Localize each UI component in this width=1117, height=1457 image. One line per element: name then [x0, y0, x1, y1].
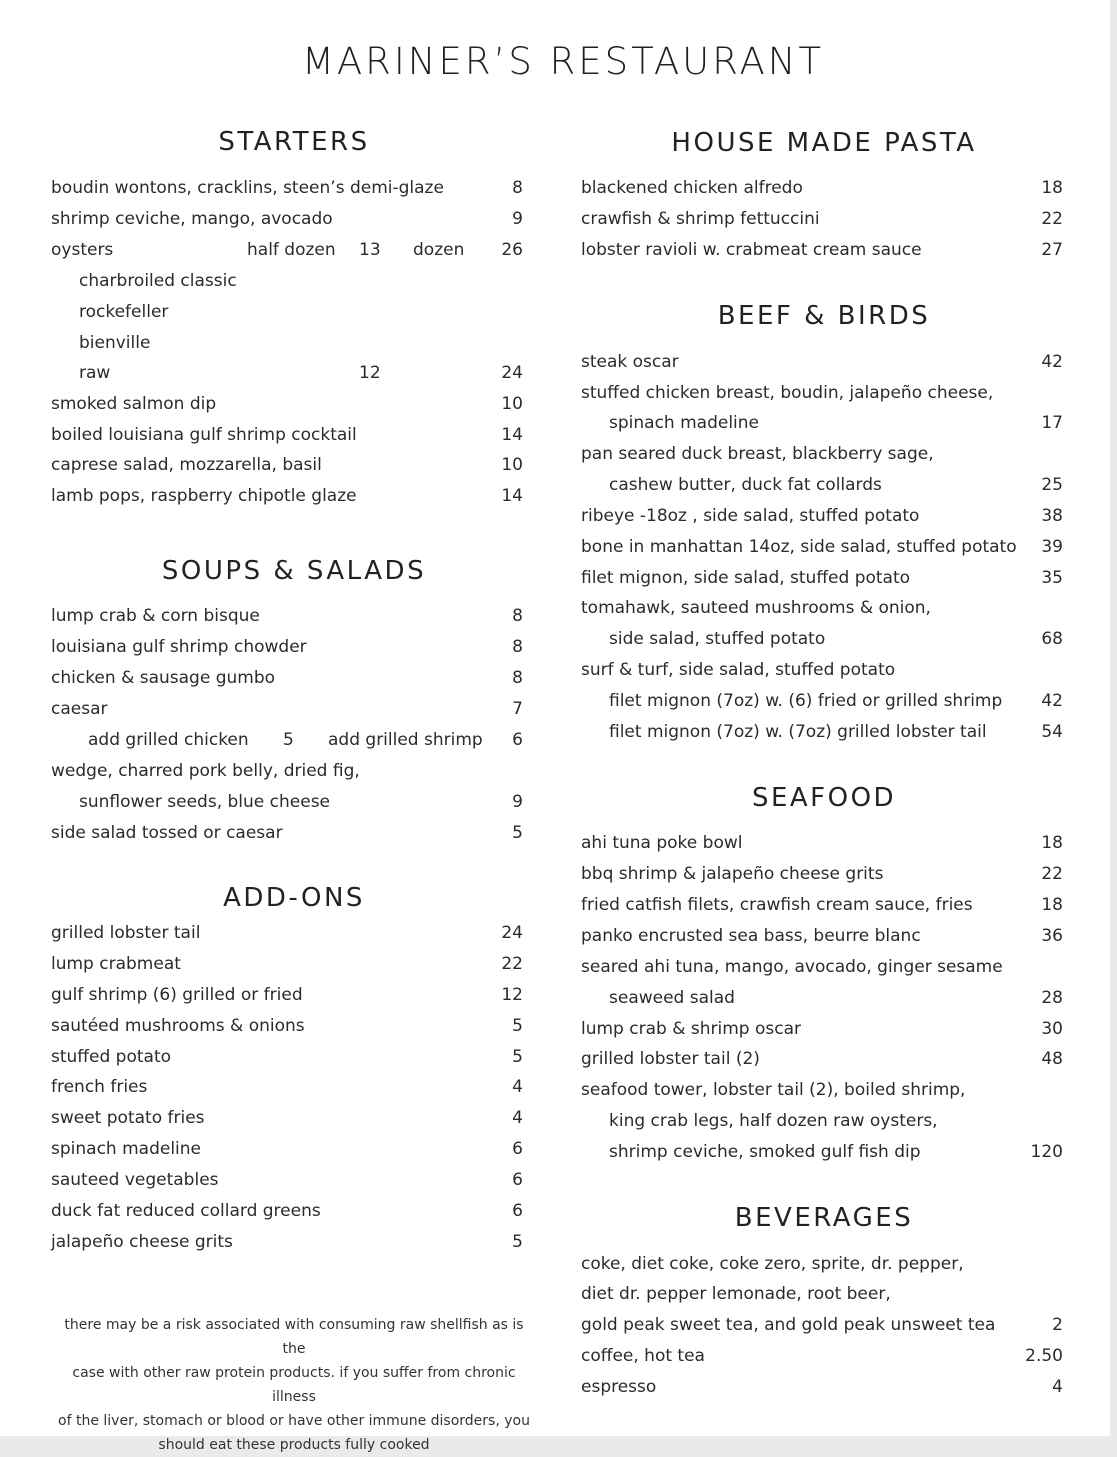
- item-name: chicken & sausage gumbo: [51, 668, 276, 688]
- menu-item: [581, 986, 1066, 1017]
- item-name: bone in manhattan 14oz, side salad, stuffed potato: [581, 537, 1017, 557]
- item-price: 25: [1041, 475, 1063, 495]
- item-name: grilled lobster tail (2): [581, 1049, 760, 1069]
- menu-item: [51, 1075, 531, 1106]
- item-price: 5: [512, 1047, 523, 1067]
- item-price: 68: [1041, 629, 1063, 649]
- half-dozen-price: 12: [359, 363, 381, 383]
- menu-item: [51, 1014, 531, 1045]
- item-name: bienville: [79, 333, 151, 353]
- item-price: 14: [501, 425, 523, 445]
- menu-item: [581, 535, 1066, 566]
- menu-item: [581, 473, 1066, 504]
- menu-item: [51, 453, 531, 484]
- item-name: surf & turf, side salad, stuffed potato: [581, 660, 896, 680]
- menu-item: [581, 955, 1066, 986]
- menu-item: [581, 1078, 1066, 1109]
- seafood-heading: SEAFOOD: [751, 783, 897, 813]
- item-price: 8: [512, 637, 523, 657]
- item-name: lump crab & corn bisque: [51, 606, 260, 626]
- item-price: 4: [1052, 1377, 1063, 1397]
- item-price: 24: [501, 363, 523, 383]
- item-price: 17: [1041, 413, 1063, 433]
- menu-item: [581, 1313, 1066, 1344]
- menu-item: [51, 269, 531, 300]
- item-price: 26: [501, 240, 523, 260]
- item-name: stuffed chicken breast, boudin, jalapeño cheese,: [581, 383, 994, 403]
- item-price: 35: [1041, 568, 1063, 588]
- item-name: king crab legs, half dozen raw oysters,: [609, 1111, 938, 1131]
- item-price: 9: [512, 792, 523, 812]
- item-price: 5: [512, 1232, 523, 1252]
- menu-item: [581, 1375, 1066, 1406]
- item-name: ahi tuna poke bowl: [581, 833, 743, 853]
- restaurant-title: MARINER’S RESTAURANT: [301, 40, 825, 83]
- menu-item: [581, 658, 1066, 689]
- item-price: 5: [512, 1016, 523, 1036]
- item-name: coke, diet coke, coke zero, sprite, dr. pepper,: [581, 1254, 964, 1274]
- item-name: lump crabmeat: [51, 954, 181, 974]
- item-price: 18: [1041, 833, 1063, 853]
- menu-item: [581, 1344, 1066, 1375]
- item-name: jalapeño cheese grits: [51, 1232, 233, 1252]
- item-name: sweet potato fries: [51, 1108, 205, 1128]
- item-name: sautéed mushrooms & onions: [51, 1016, 305, 1036]
- menu-item: [581, 831, 1066, 862]
- item-name: panko encrusted sea bass, beurre blanc: [581, 926, 921, 946]
- menu-item: [51, 952, 531, 983]
- menu-item: [51, 1168, 531, 1199]
- item-price: 54: [1041, 722, 1063, 742]
- item-name: steak oscar: [581, 352, 679, 372]
- item-name: shrimp ceviche, mango, avocado: [51, 209, 333, 229]
- menu-item: [51, 423, 531, 454]
- item-name: louisiana gulf shrimp chowder: [51, 637, 307, 657]
- item-price: 38: [1041, 506, 1063, 526]
- item-name: fried catfish filets, crawfish cream sauce, fries: [581, 895, 973, 915]
- menu-item: [581, 596, 1066, 627]
- menu-item: [51, 1045, 531, 1076]
- menu-item: [51, 1230, 531, 1261]
- menu-item: [51, 1137, 531, 1168]
- item-name: coffee, hot tea: [581, 1346, 705, 1366]
- menu-item: [581, 238, 1066, 269]
- menu-item: [581, 1109, 1066, 1140]
- item-name: boudin wontons, cracklins, steen’s demi-glaze: [51, 178, 444, 198]
- item-name: caprese salad, mozzarella, basil: [51, 455, 322, 475]
- item-name: shrimp ceviche, smoked gulf fish dip: [609, 1142, 921, 1162]
- item-price: 6: [512, 730, 523, 750]
- item-name: caesar: [51, 699, 108, 719]
- menu-item: [581, 862, 1066, 893]
- menu-item: [51, 635, 531, 666]
- item-price: 4: [512, 1108, 523, 1128]
- item-name: lobster ravioli w. crabmeat cream sauce: [581, 240, 922, 260]
- item-name: crawfish & shrimp fettuccini: [581, 209, 820, 229]
- item-name: gulf shrimp (6) grilled or fried: [51, 985, 303, 1005]
- item-name: seafood tower, lobster tail (2), boiled shrimp,: [581, 1080, 966, 1100]
- menu-item: [581, 720, 1066, 751]
- item-name: spinach madeline: [609, 413, 759, 433]
- item-name: oysters: [51, 240, 114, 260]
- starters-heading: STARTERS: [218, 127, 370, 157]
- item-name: stuffed potato: [51, 1047, 172, 1067]
- menu-item: [51, 983, 531, 1014]
- item-price: 22: [501, 954, 523, 974]
- item-price: 9: [512, 209, 523, 229]
- menu-item: [581, 411, 1066, 442]
- menu-item: [581, 689, 1066, 720]
- item-name: add grilled chicken: [88, 730, 249, 750]
- item-name: spinach madeline: [51, 1139, 201, 1159]
- item-name: duck fat reduced collard greens: [51, 1201, 321, 1221]
- item-price: 4: [512, 1077, 523, 1097]
- item-name: side salad, stuffed potato: [609, 629, 826, 649]
- menu-item: [581, 442, 1066, 473]
- item-name: sunflower seeds, blue cheese: [79, 792, 331, 812]
- disclaimer-line: should eat these products fully cooked: [158, 1437, 430, 1453]
- item-price: 27: [1041, 240, 1063, 260]
- beef-birds-heading: BEEF & BIRDS: [717, 301, 931, 331]
- add-shrimp-label: add grilled shrimp: [328, 730, 483, 750]
- menu-item: [581, 207, 1066, 238]
- disclaimer-line: there may be a risk associated with consuming raw shellfish as is the: [64, 1317, 524, 1357]
- item-name: rockefeller: [79, 302, 169, 322]
- soups-salads-heading: SOUPS & SALADS: [161, 556, 427, 586]
- menu-item: [51, 821, 531, 852]
- menu-item: [581, 504, 1066, 535]
- item-name: ribeye -18oz , side salad, stuffed potato: [581, 506, 920, 526]
- item-name: filet mignon (7oz) w. (6) fried or grilled shrimp: [609, 691, 1003, 711]
- item-price: 22: [1041, 864, 1063, 884]
- item-name: espresso: [581, 1377, 657, 1397]
- menu-item: [51, 1199, 531, 1230]
- item-price: 48: [1041, 1049, 1063, 1069]
- item-price: 18: [1041, 895, 1063, 915]
- menu-item: [581, 924, 1066, 955]
- menu-item: [51, 697, 531, 728]
- half-dozen-label: half dozen: [247, 240, 336, 260]
- item-price: 120: [1030, 1142, 1063, 1162]
- menu-item: [51, 207, 531, 238]
- menu-item: [51, 921, 531, 952]
- half-dozen-price: 13: [359, 240, 381, 260]
- menu-item: [581, 1047, 1066, 1078]
- item-name: smoked salmon dip: [51, 394, 217, 414]
- item-price: 5: [512, 823, 523, 843]
- item-price: 8: [512, 178, 523, 198]
- item-price: 18: [1041, 178, 1063, 198]
- beverages-heading: BEVERAGES: [734, 1203, 914, 1233]
- item-name: grilled lobster tail: [51, 923, 201, 943]
- item-name: sauteed vegetables: [51, 1170, 219, 1190]
- item-price: 10: [501, 455, 523, 475]
- menu-item: [581, 1140, 1066, 1171]
- menu-item: [581, 1282, 1066, 1313]
- item-price: 14: [501, 486, 523, 506]
- menu-item: [581, 1017, 1066, 1048]
- item-name: filet mignon (7oz) w. (7oz) grilled lobster tail: [609, 722, 987, 742]
- item-price: 42: [1041, 352, 1063, 372]
- dozen-label: dozen: [413, 240, 465, 260]
- menu-item: [51, 484, 531, 515]
- menu-item: [581, 381, 1066, 412]
- menu-item: [51, 300, 531, 331]
- item-price: 30: [1041, 1019, 1063, 1039]
- item-price: 8: [512, 606, 523, 626]
- menu-item: [51, 361, 531, 392]
- menu-item: [51, 238, 531, 269]
- menu-item: [51, 176, 531, 207]
- add-chicken-price: 5: [283, 730, 294, 750]
- menu-item: [51, 1106, 531, 1137]
- menu-item: [581, 627, 1066, 658]
- item-name: diet dr. pepper lemonade, root beer,: [581, 1284, 891, 1304]
- menu-item: [51, 392, 531, 423]
- item-name: boiled louisiana gulf shrimp cocktail: [51, 425, 357, 445]
- raw-shellfish-disclaimer: [51, 1313, 537, 1457]
- item-price: 6: [512, 1170, 523, 1190]
- item-price: 2.50: [1025, 1346, 1063, 1366]
- menu-item: [51, 331, 531, 362]
- item-name: seared ahi tuna, mango, avocado, ginger sesame: [581, 957, 1003, 977]
- item-price: 28: [1041, 988, 1063, 1008]
- item-name: raw: [79, 363, 111, 383]
- item-name: blackened chicken alfredo: [581, 178, 803, 198]
- item-name: wedge, charred pork belly, dried fig,: [51, 761, 360, 781]
- disclaimer-line: of the liver, stomach or blood or have other immune disorders, you: [58, 1413, 530, 1429]
- item-name: lamb pops, raspberry chipotle glaze: [51, 486, 357, 506]
- item-price: 2: [1052, 1315, 1063, 1335]
- item-name: gold peak sweet tea, and gold peak unsweet tea: [581, 1315, 996, 1335]
- item-price: 10: [501, 394, 523, 414]
- item-name: french fries: [51, 1077, 148, 1097]
- item-price: 8: [512, 668, 523, 688]
- pasta-heading: HOUSE MADE PASTA: [671, 128, 977, 158]
- item-name: lump crab & shrimp oscar: [581, 1019, 801, 1039]
- item-name: filet mignon, side salad, stuffed potato: [581, 568, 911, 588]
- item-name: seaweed salad: [609, 988, 735, 1008]
- menu-item: [51, 604, 531, 635]
- add-ons-heading: ADD-ONS: [223, 883, 365, 913]
- disclaimer-line: case with other raw protein products. if you suffer from chronic illness: [72, 1365, 516, 1405]
- menu-item: [51, 759, 531, 790]
- menu-item: [51, 666, 531, 697]
- menu-item: [581, 176, 1066, 207]
- item-name: side salad tossed or caesar: [51, 823, 283, 843]
- item-name: pan seared duck breast, blackberry sage,: [581, 444, 934, 464]
- item-price: 7: [512, 699, 523, 719]
- menu-item: [581, 350, 1066, 381]
- item-price: 42: [1041, 691, 1063, 711]
- menu-item: [51, 790, 531, 821]
- item-name: tomahawk, sauteed mushrooms & onion,: [581, 598, 931, 618]
- menu-item: [581, 1252, 1066, 1283]
- item-price: 6: [512, 1139, 523, 1159]
- item-name: bbq shrimp & jalapeño cheese grits: [581, 864, 884, 884]
- item-price: 22: [1041, 209, 1063, 229]
- item-price: 12: [501, 985, 523, 1005]
- item-name: charbroiled classic: [79, 271, 237, 291]
- item-price: 6: [512, 1201, 523, 1221]
- item-name: cashew butter, duck fat collards: [609, 475, 882, 495]
- item-price: 24: [501, 923, 523, 943]
- menu-item: [581, 566, 1066, 597]
- item-price: 39: [1041, 537, 1063, 557]
- menu-item: [51, 728, 531, 759]
- menu-item: [581, 893, 1066, 924]
- item-price: 36: [1041, 926, 1063, 946]
